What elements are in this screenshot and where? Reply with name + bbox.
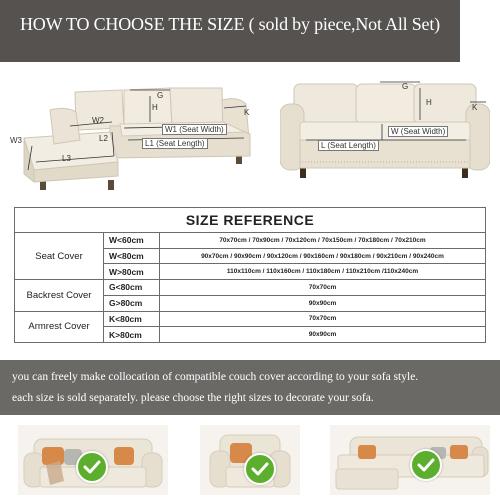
size-values: 70x70cm bbox=[160, 280, 486, 296]
size-condition: K>80cm bbox=[104, 327, 160, 343]
category-armrest-cover: Armrest Cover bbox=[15, 311, 104, 342]
size-condition: K<80cm bbox=[104, 311, 160, 327]
dim-label-l1: L1 (Seat Length) bbox=[142, 138, 208, 149]
checkmark-icon bbox=[410, 449, 442, 481]
info-line-2: each size is sold separately. please choose the right sizes to decorate your sofa. bbox=[12, 392, 374, 404]
dim-label-k: K bbox=[472, 103, 478, 112]
size-condition: W>80cm bbox=[104, 264, 160, 280]
table-row bbox=[15, 280, 486, 296]
table-row bbox=[15, 233, 486, 249]
sofa-diagram bbox=[280, 80, 490, 185]
size-values: 110x110cm / 110x160cm / 110x180cm / 110x210cm /110x240cm bbox=[160, 264, 486, 280]
size-values: 70x70cm bbox=[160, 311, 486, 327]
info-line-1: you can freely make collocation of compatible couch cover according to your sofa style. bbox=[12, 371, 419, 383]
dim-label-g: G bbox=[402, 82, 409, 91]
page-title: HOW TO CHOOSE THE SIZE ( sold by piece,Not All Set) bbox=[20, 14, 440, 34]
sectional-sofa-illustration bbox=[10, 78, 260, 198]
size-condition: G<80cm bbox=[104, 280, 160, 296]
category-backrest-cover: Backrest Cover bbox=[15, 280, 104, 311]
size-condition: W<80cm bbox=[104, 248, 160, 264]
sofa-photo-loveseat bbox=[18, 425, 168, 495]
category-seat-cover: Seat Cover bbox=[15, 233, 104, 280]
size-values: 90x70cm / 90x90cm / 90x120cm / 90x160cm / 90x180cm / 90x210cm / 90x240cm bbox=[160, 248, 486, 264]
info-banner bbox=[0, 360, 500, 415]
dim-label-w2: W2 bbox=[92, 116, 104, 125]
size-condition: G>80cm bbox=[104, 295, 160, 311]
sofa-illustration bbox=[280, 80, 490, 185]
dim-label-l3: L3 bbox=[62, 154, 71, 163]
table-title: SIZE REFERENCE bbox=[15, 208, 486, 233]
dim-label-g: G bbox=[157, 91, 164, 100]
sofa-photo-sectional bbox=[330, 425, 490, 495]
size-values: 70x70cm / 70x90cm / 70x120cm / 70x150cm / 70x180cm / 70x210cm bbox=[160, 233, 486, 249]
table-row bbox=[15, 311, 486, 327]
dim-label-h: H bbox=[152, 103, 158, 112]
sofa-photo-armchair bbox=[200, 425, 300, 495]
dim-label-l: L (Seat Length) bbox=[318, 140, 379, 151]
dim-label-k: K bbox=[244, 108, 250, 117]
dim-label-w1: W1 (Seat Width) bbox=[162, 124, 227, 135]
dim-label-w: W (Seat Width) bbox=[388, 126, 448, 137]
checkmark-icon bbox=[76, 451, 108, 483]
sectional-sofa-diagram bbox=[10, 78, 260, 198]
size-condition: W<60cm bbox=[104, 233, 160, 249]
size-values: 90x90cm bbox=[160, 295, 486, 311]
title-banner bbox=[0, 0, 460, 62]
dim-label-w3: W3 bbox=[10, 136, 22, 145]
size-values: 90x90cm bbox=[160, 327, 486, 343]
checkmark-icon bbox=[244, 453, 276, 485]
dim-label-l2: L2 bbox=[99, 134, 108, 143]
size-reference-table bbox=[14, 207, 486, 343]
dim-label-h: H bbox=[426, 98, 432, 107]
